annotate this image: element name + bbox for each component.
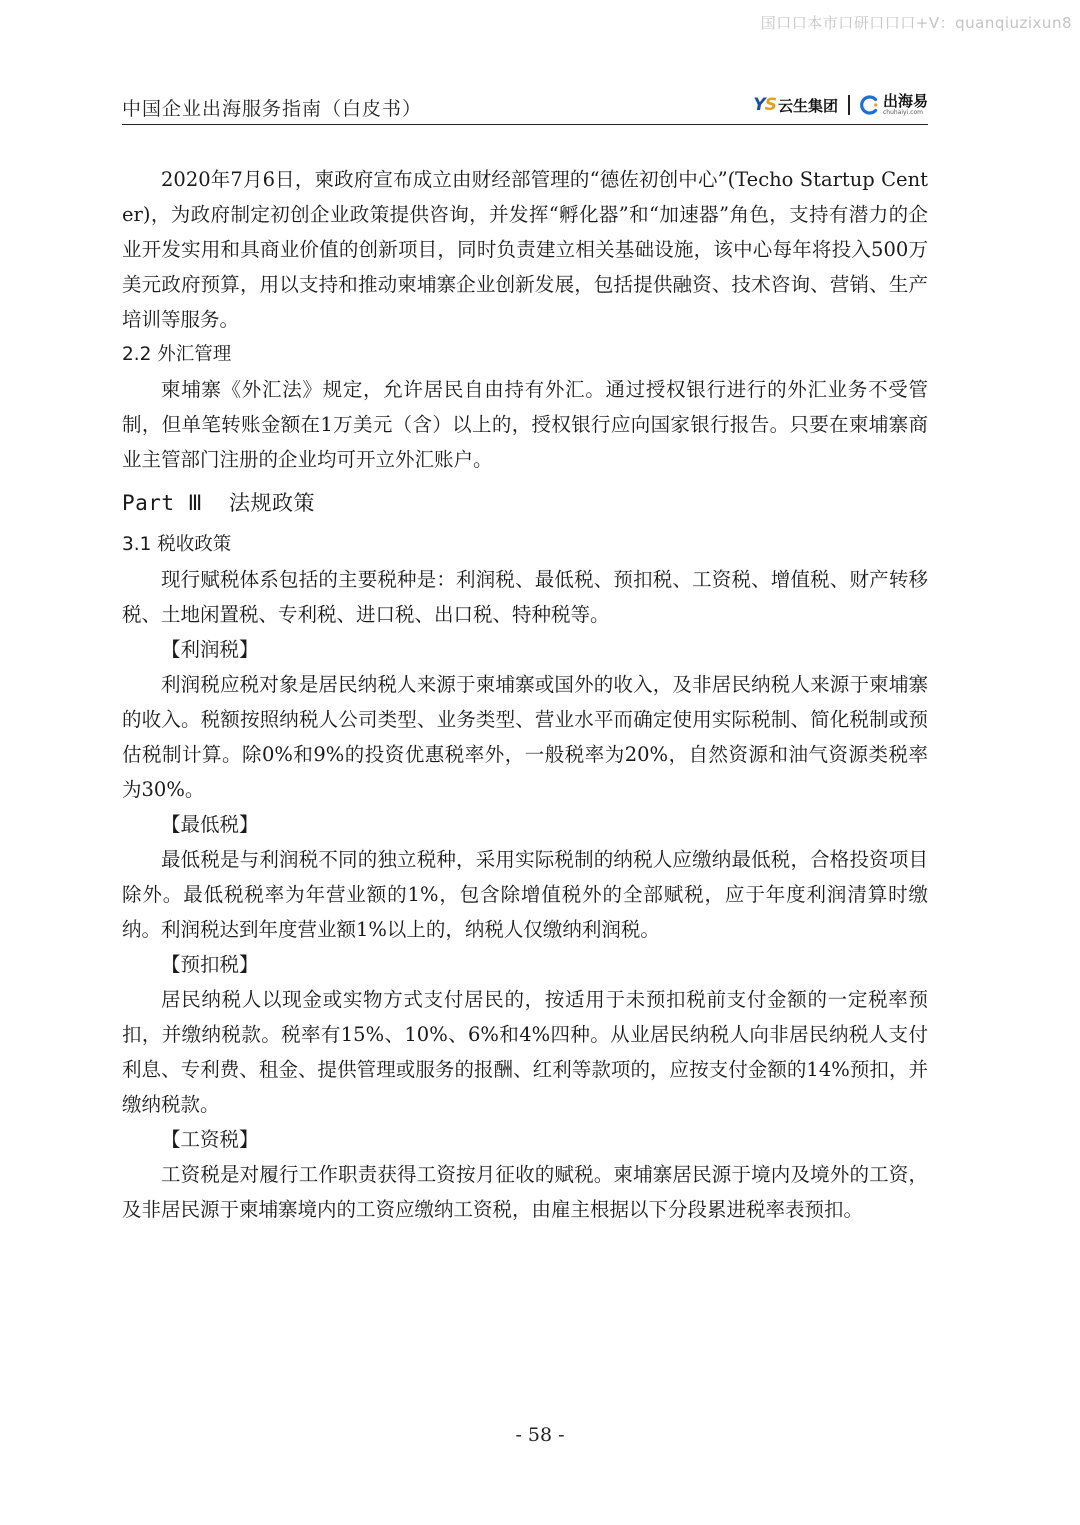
logo-divider [848,95,850,115]
ys-logo-mark-s: S [764,95,776,115]
watermark-text: 国口口本市口研口口口+V：quanqiuzixun8 [760,14,1072,32]
heading-2-2-forex: 2.2 外汇管理 [122,344,232,365]
page-header [122,90,928,125]
chuhaiyi-c-icon [860,95,880,115]
paragraph-tax-system: 现行赋税体系包括的主要税种是：利润税、最低税、预扣税、工资税、增值税、财产转移税、土地闲置税、专利税、进口税、出口税、特种税等。 [122,568,928,626]
ys-logo-mark-y: Y [753,95,765,115]
subheading-salary-tax: 【工资税】 [161,1128,259,1151]
subheading-minimum-tax: 【最低税】 [161,813,259,836]
paragraph-salary-tax: 工资税是对履行工作职责获得工资按月征收的赋税。柬埔寨居民源于境内及境外的工资，及非居民源于柬埔寨境内的工资应缴纳工资税，由雇主根据以下分段累进税率表预扣。 [122,1163,928,1221]
ys-logo-name: 云生集团 [777,96,838,115]
part-title: 法规政策 [229,491,315,515]
heading-3-1-tax: 3.1 税收政策 [122,534,232,555]
paragraph-withholding-tax: 居民纳税人以现金或实物方式支付居民的，按适用于未预扣税前支付金额的一定税率预扣，并缴纳税款。税率有15%、10%、6%和4%四种。从业居民纳税人向非居民纳税人支付利息、专利费、租金、提供管理或服务的报酬、红利等款项的，应按支付金额的14%预扣，并缴纳税款。 [122,988,928,1116]
ys-logo-mark [753,95,776,115]
document-title: 中国企业出海服务指南（白皮书） [122,98,423,120]
page-body [122,162,928,1227]
page-number: - 58 - [515,1424,565,1446]
part-label: Part Ⅲ [122,491,203,515]
subheading-withholding-tax: 【预扣税】 [161,953,259,976]
chuhaiyi-logo [860,94,928,116]
part-3-heading [122,485,928,521]
paragraph-forex-law: 柬埔寨《外汇法》规定，允许居民自由持有外汇。通过授权银行进行的外汇业务不受管制，但单笔转账金额在1万美元（含）以上的，授权银行应向国家银行报告。只要在柬埔寨商业主管部门注册的企业均可开立外汇账户。 [122,378,928,471]
chuhaiyi-logo-url: chuhaiyi.com [882,109,923,116]
subheading-profit-tax: 【利润税】 [161,638,259,661]
paragraph-profit-tax: 利润税应税对象是居民纳税人来源于柬埔寨或国外的收入，及非居民纳税人来源于柬埔寨的收入。税额按照纳税人公司类型、业务类型、营业水平而确定使用实际税制、简化税制或预估税制计算。除0%和9%的投资优惠税率外，一般税率为20%，自然资源和油气资源类税率为30%。 [122,673,928,801]
paragraph-techo-startup: 2020年7月6日，柬政府宣布成立由财经部管理的“德佐初创中心”(Techo Startup Center)，为政府制定初创企业政策提供咨询，并发挥“孵化器”和“加速器”角色，支持有潜力的企业开发实用和具商业价值的创新项目，同时负责建立相关基础设施，该中心每年将投入500万美元政府预算，用以支持和推动柬埔寨企业创新发展，包括提供融资、技术咨询、营销、生产培训等服务。 [122,168,928,331]
chuhaiyi-logo-name: 出海易 [882,92,928,110]
paragraph-minimum-tax: 最低税是与利润税不同的独立税种，采用实际税制的纳税人应缴纳最低税，合格投资项目除外。最低税税率为年营业额的1%，包含除增值税外的全部赋税，应于年度利润清算时缴纳。利润税达到年度营业额1%以上的，纳税人仅缴纳利润税。 [122,848,928,941]
ys-group-logo [753,95,838,116]
header-logos [753,92,928,118]
